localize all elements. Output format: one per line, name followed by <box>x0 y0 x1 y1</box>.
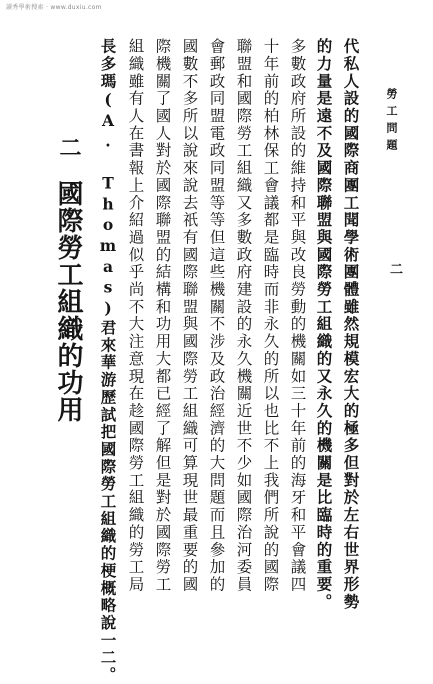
running-header: 勞工問題 <box>385 88 398 156</box>
scan-watermark: 讀秀學術搜索 · www.duxiu.com <box>6 4 102 11</box>
page-number: 二 <box>387 262 402 275</box>
body-column: 聯盟和國際勞工組織又多數政府建設的永久機關近世不少如國際治河委員 <box>234 38 253 594</box>
body-column: 長多瑪(A. Thomas)君來華游歷試把國際勞工組織的梗概略說一二。 <box>98 38 118 684</box>
body-column: 際機關了國人對於國際聯盟的結構和功用大都已經了解但是對於國際勞工 <box>153 38 172 594</box>
body-column: 國數不多所以說來說去祇有國際聯盟與國際勞工組織可算現世最重要的國 <box>180 38 199 594</box>
body-column: 組織雖有人在書報上介紹過似乎尚不大注意現在趁國際勞工組織的勞工局 <box>126 38 145 594</box>
body-column: 十年前的柏林保工會議都是臨時而非永久的所以也比不上我們所說的國際 <box>261 38 280 594</box>
body-column: 代私人設的國際商團工聞學術團體雖然規模宏大的極多但對於左右世界形勢 <box>341 38 361 611</box>
body-column: 的力量是遠不及國際聯盟與國際勞工組織的又永久的機關是比臨時的重要。 <box>314 38 334 611</box>
section-title: 國際勞工組織的功用 <box>53 180 83 423</box>
section-number: 二 <box>56 136 82 158</box>
body-column: 多數政府所設的維持和平與改良勞動的機關如三十年前的海牙和平會議四 <box>288 38 307 594</box>
body-column: 會郵政同盟電政同盟等等但這些機關不涉及政治經濟的大問題而且參加的 <box>207 38 226 594</box>
